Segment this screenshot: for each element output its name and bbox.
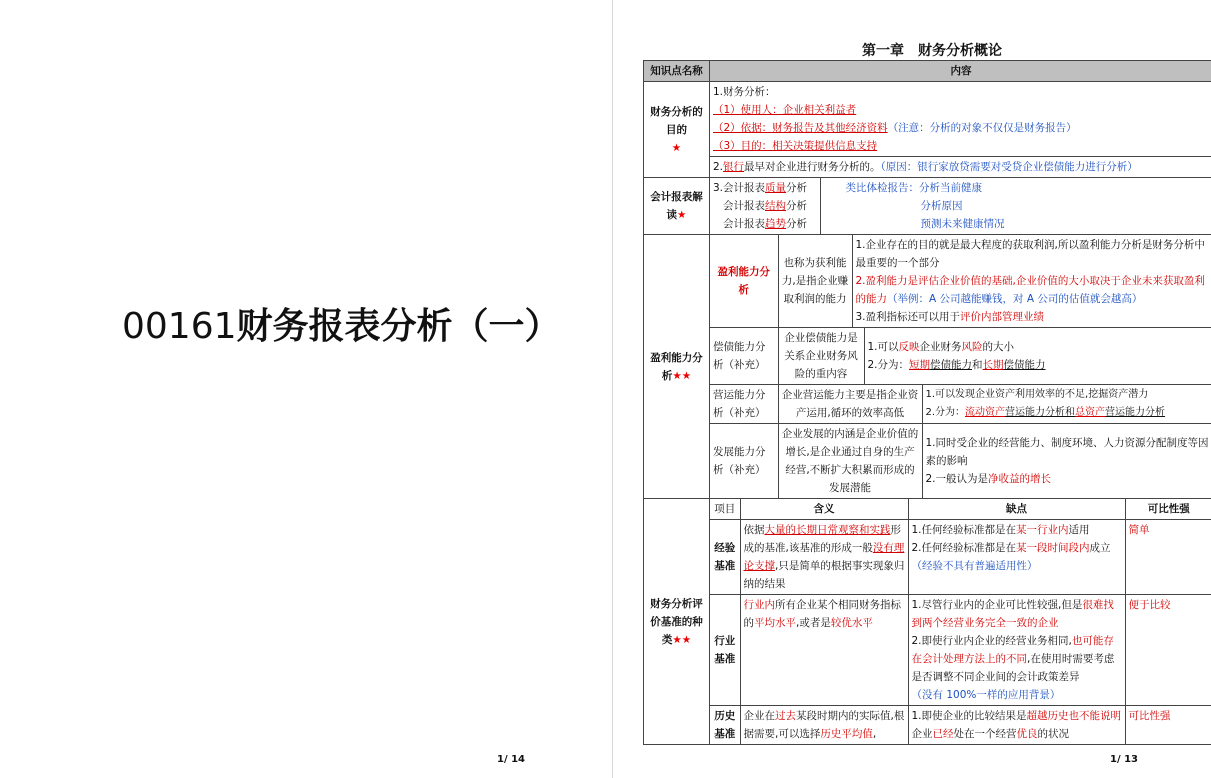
- development-desc: 企业发展的内涵是企业价值的增长,是企业通过自身的生产经营,不断扩大积累而形成的发展潜能: [778, 424, 922, 498]
- star-icon: ★: [671, 141, 682, 154]
- table-row: [644, 235, 1211, 499]
- section-content: [710, 235, 1211, 499]
- table-row: [644, 157, 1211, 178]
- section-name: 财务分析评价基准的种类★★: [644, 499, 710, 745]
- header-content: 内容: [710, 61, 1211, 82]
- historical-meaning: 企业在过去某段时期内的实际值,根据需要,可以选择历史平均值,: [740, 706, 908, 745]
- historical-cons: 1.即使企业的比较结果是超越历史也不能说明企业已经处在一个经营优良的状况: [908, 706, 1125, 745]
- star-icon: ★★: [672, 369, 692, 382]
- historical-benchmark: 历史基准: [710, 706, 740, 745]
- industry-benchmark: 行业基准: [710, 595, 740, 706]
- operation-desc: 企业营运能力主要是指企业资产运用,循环的效率高低: [778, 385, 922, 424]
- solvency-name: 偿债能力分析（补充）: [710, 328, 778, 385]
- col-meaning: 含义: [740, 499, 908, 520]
- section-content: [710, 499, 1211, 745]
- table-row: [644, 82, 1211, 157]
- star-icon: ★★: [672, 633, 692, 646]
- profitability-content: 1.企业存在的目的就是最大程度的获取利润,所以盈利能力分析是财务分析中最重要的一个部分 2.盈利能力是评估企业价值的基础,企业价值的大小取决于企业未来获取盈利的能力（举例：A 公司越能赚钱，对 A 公司的估值就会越高） 3.盈利指标还可以用于评价内部管理业绩: [852, 235, 1211, 328]
- operation-content: 1.可以发现企业资产利用效率的不足,挖掘资产潜力 2.分为：流动资产营运能力分析和总资产营运能力分析: [922, 385, 1211, 424]
- page-number: 1/ 14: [497, 754, 526, 765]
- operation-name: 营运能力分析（补充）: [710, 385, 778, 424]
- profitability-desc: 也称为获利能力,是指企业赚取利润的能力: [778, 235, 852, 328]
- solvency-desc: 企业偿债能力是关系企业财务风险的重内容: [778, 328, 864, 385]
- star-icon: ★: [677, 209, 687, 221]
- experience-pros: 简单: [1125, 520, 1211, 595]
- development-name: 发展能力分析（补充）: [710, 424, 778, 498]
- historical-pros: 可比性强: [1125, 706, 1211, 745]
- industry-cons: 1.尽管行业内的企业可比性较强,但是很难找到两个经营业务完全一致的企业 2.即使行业内企业的经营业务相同,也可能存在会计处理方法上的不同,在使用时需要考虑是否调整不同企业间的会计政策差异 （没有 100%一样的应用背景）: [908, 595, 1125, 706]
- development-content: 1.同时受企业的经营能力、制度环境、人力资源分配制度等因素的影响 2.一般认为是净收益的增长: [922, 424, 1211, 498]
- cover-title: 00161财务报表分析（一）: [122, 306, 561, 347]
- header-name: 知识点名称: [644, 61, 710, 82]
- chapter-title: 第一章 财务分析概论: [862, 43, 1002, 59]
- section-name: 盈利能力分析★★: [644, 235, 710, 499]
- report-analysis-list: 3.会计报表质量分析 会计报表结构分析 会计报表趋势分析: [710, 178, 820, 234]
- section-name: 会计报表解读★: [644, 178, 710, 235]
- profitability-name: 盈利能力分析: [710, 235, 778, 328]
- solvency-content: 1.可以反映企业财务风险的大小 2.分为：短期偿债能力和长期偿债能力: [864, 328, 1211, 385]
- table-header: [644, 61, 1211, 82]
- col-pros: 可比性强: [1125, 499, 1211, 520]
- health-analogy: 类比体检报告：分析当前健康 分析原因 预测未来健康情况: [845, 182, 1005, 230]
- industry-meaning: 行业内所有企业某个相同财务指标的平均水平,或者是较优水平: [740, 595, 908, 706]
- col-cons: 缺点: [908, 499, 1125, 520]
- section-content: 2.银行最早对企业进行财务分析的。（原因：银行家放贷需要对受贷企业偿债能力进行分析）: [710, 157, 1211, 178]
- knowledge-table: [643, 60, 1211, 745]
- experience-cons: 1.任何经验标准都是在某一行业内适用 2.任何经验标准都是在某一段时间段内成立 （经验不具有普遍适用性）: [908, 520, 1125, 595]
- experience-benchmark: 经验基准: [710, 520, 740, 595]
- experience-meaning: 依据大量的长期日常观察和实践形成的基准,该基准的形成一般没有理论支撑,只是简单的根据事实现象归纳的结果: [740, 520, 908, 595]
- section-content: [710, 178, 1211, 235]
- page-number: 1/ 13: [1110, 754, 1139, 765]
- col-item: 项目: [710, 499, 740, 520]
- section-content: 1.财务分析： （1）使用人：企业相关利益者 （2）依据：财务报告及其他经济资料（注意：分析的对象不仅仅是财务报告） （3）目的：相关决策提供信息支持: [710, 82, 1211, 157]
- right-page: [613, 0, 1211, 778]
- section-name: 财务分析的目的 ★: [644, 82, 710, 178]
- table-row: [644, 178, 1211, 235]
- table-row: [644, 499, 1211, 745]
- industry-pros: 便于比较: [1125, 595, 1211, 706]
